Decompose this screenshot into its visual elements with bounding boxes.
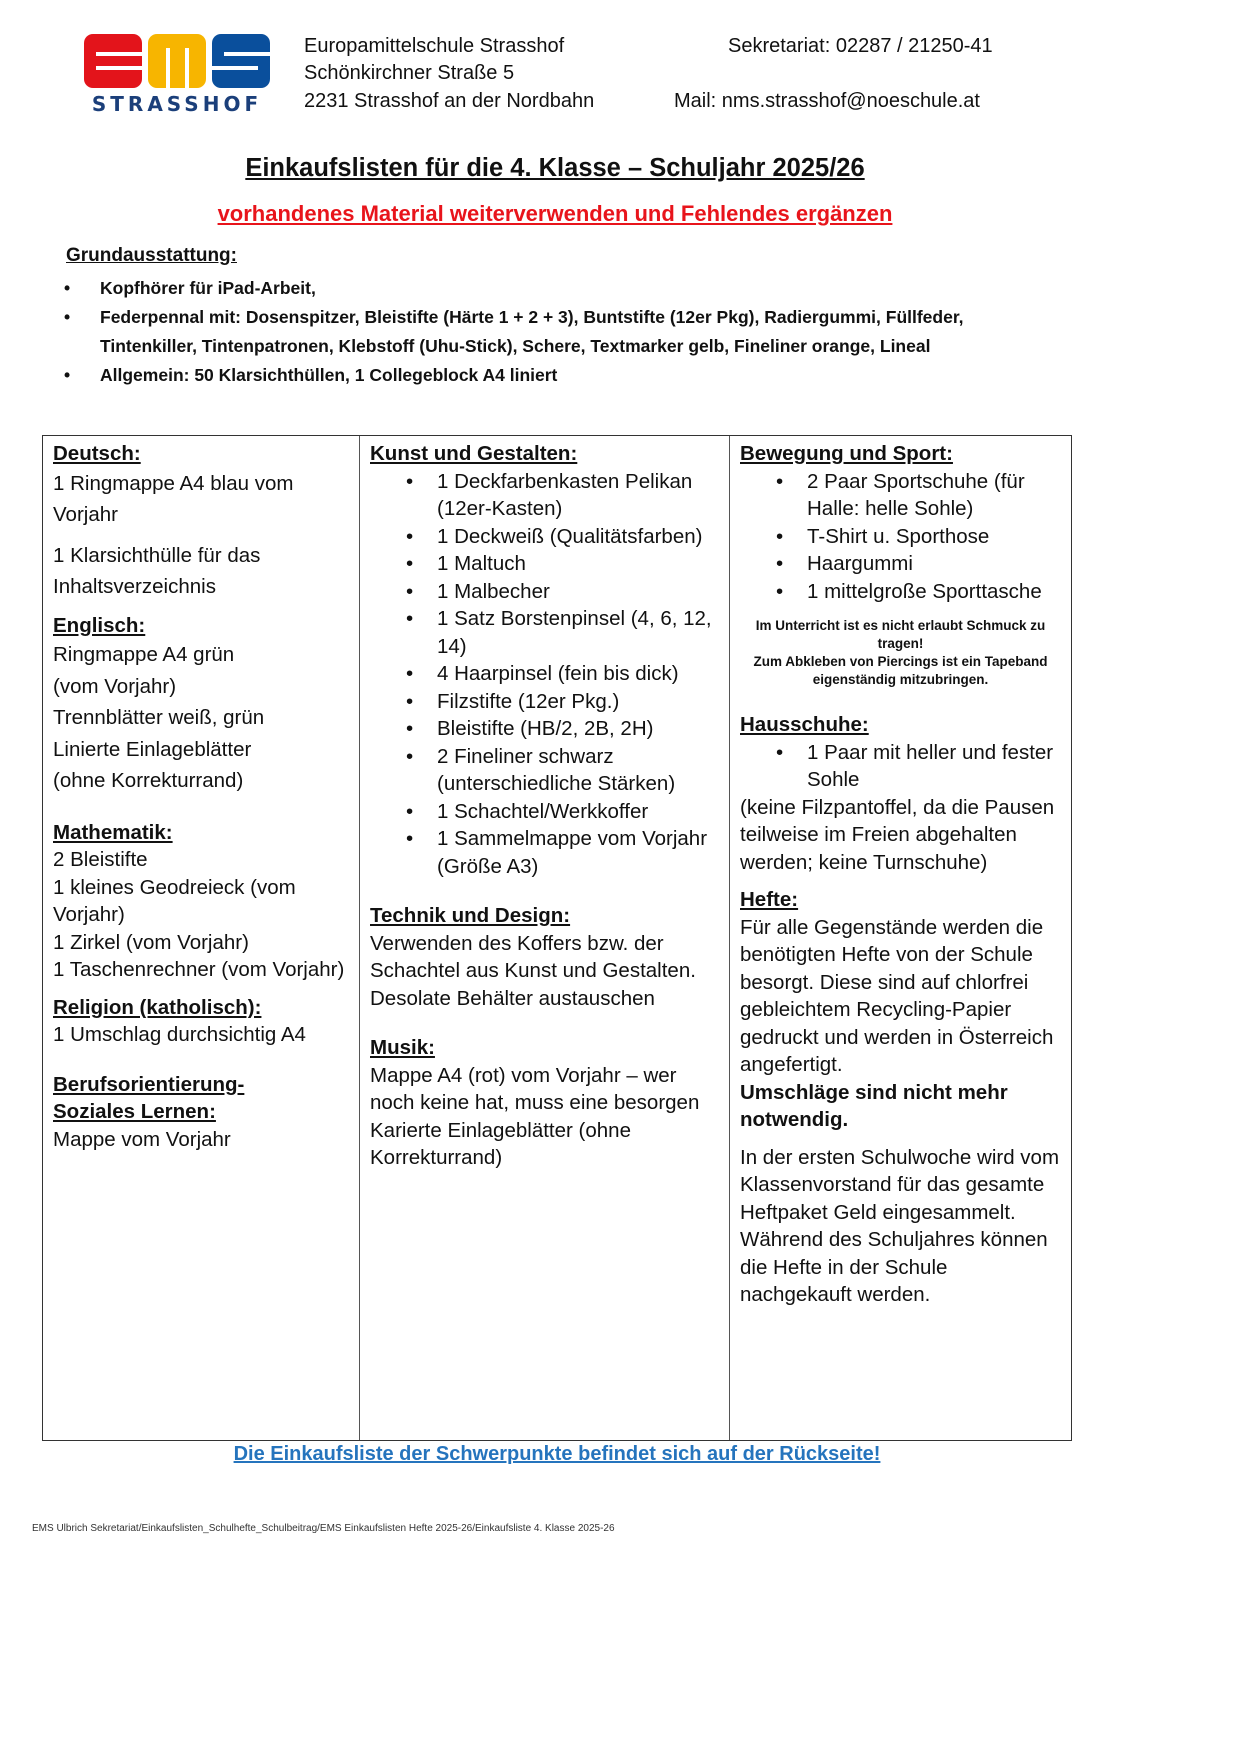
mathematik-line: 2 Bleistifte (53, 848, 148, 871)
deutsch-line: 1 Ringmappe A4 blau vom Vorjahr (53, 471, 294, 526)
hefte-text: Für alle Gegenstände werden die benötigten Hefte von der Schule besorgt. Diese sind auf chlorfrei gebleichtem Recycling-Papier gedruckt und werden in Österreich angefertigt. (740, 915, 1054, 1076)
school-city: 2231 Strasshof an der Nordbahn (304, 90, 595, 112)
sport-item: • T-Shirt u. Sporthose (740, 523, 1061, 551)
deutsch-line: 1 Klarsichthülle für das Inhaltsverzeichnis (53, 543, 261, 598)
beruf-line: Mappe vom Vorjahr (53, 1127, 231, 1151)
sport-list (740, 468, 1061, 606)
heading-berufsorientierung: Berufsorientierung- (53, 1072, 245, 1096)
basics-list (62, 274, 1052, 390)
school-logo (84, 34, 270, 120)
heading-musik: Musik: (370, 1036, 435, 1059)
sport-item: • 1 mittelgroße Sporttasche (740, 578, 1061, 606)
basics-item: • Kopfhörer für iPad-Arbeit, (62, 274, 1052, 303)
sport-item: • 2 Paar Sportschuhe (für Halle: helle Sohle) (740, 468, 1061, 523)
logo-letter-s (212, 34, 270, 88)
heading-technik: Technik und Design: (370, 904, 571, 927)
englisch-line: Ringmappe A4 grün (53, 643, 235, 666)
heading-religion: Religion (katholisch): (53, 995, 262, 1019)
mathematik-line: 1 Taschenrechner (vom Vorjahr) (53, 958, 345, 981)
religion-line: 1 Umschlag durchsichtig A4 (53, 1023, 306, 1046)
file-path: EMS Ulbrich Sekretariat/Einkaufslisten_Schulhefte_Schulbeitrag/EMS Einkaufslisten Hefte 2025-26/Einkaufsliste 4. Klasse 2025-26 (32, 1523, 615, 1534)
mathematik-line: 1 Zirkel (vom Vorjahr) (53, 930, 249, 954)
heading-sport: Bewegung und Sport: (740, 442, 953, 465)
englisch-line: (vom Vorjahr) (53, 674, 177, 698)
kunst-item: • 1 Sammelmappe vom Vorjahr (Größe A3) (370, 825, 719, 880)
technik-line: Desolate Behälter austauschen (370, 986, 655, 1010)
musik-line: Mappe A4 (rot) vom Vorjahr – wer noch keine hat, muss eine besorgen (370, 1063, 700, 1114)
page-title: Einkaufslisten für die 4. Klasse – Schuljahr 2025/26 (245, 154, 865, 182)
page-subtitle: vorhandenes Material weiterverwenden und Fehlendes ergänzen (217, 201, 893, 226)
mathematik-line: 1 kleines Geodreieck (vom Vorjahr) (53, 875, 296, 926)
kunst-item: • 1 Satz Borstenpinsel (4, 6, 12, 14) (370, 605, 719, 660)
basics-item: • Federpennal mit: Dosenspitzer, Bleistifte (Härte 1 + 2 + 3), Buntstifte (12er Pkg), Radiergummi, Füllfeder, Tintenkiller, Tintenpatronen, Klebstoff (Uhu-Stick), Schere, Textmarker gelb, Fineliner orange, Lineal (62, 303, 1052, 361)
kunst-item: • Filzstifte (12er Pkg.) (370, 688, 719, 716)
piercing-notice: Zum Abkleben von Piercings ist ein Tapeband eigenständig mitzubringen. (753, 654, 1048, 687)
kunst-item: • 1 Maltuch (370, 550, 719, 578)
heading-deutsch: Deutsch: (53, 442, 141, 465)
kunst-item: • 4 Haarpinsel (fein bis dick) (370, 660, 719, 688)
kunst-item: • 1 Schachtel/Werkkoffer (370, 798, 719, 826)
hausschuhe-note: (keine Filzpantoffel, da die Pausen teilweise im Freien abgehalten werden; keine Turnschuhe) (740, 795, 1055, 874)
basics-item: • Allgemein: 50 Klarsichthüllen, 1 Collegeblock A4 liniert (62, 361, 1052, 390)
kunst-item: • 1 Deckfarbenkasten Pelikan (12er-Kasten) (370, 468, 719, 523)
phone-number: Sekretariat: 02287 / 21250-41 (728, 35, 993, 57)
school-name: Europamittelschule Strasshof (304, 35, 565, 57)
hefte-bold-note: Umschläge sind nicht mehr notwendig. (740, 1080, 1008, 1131)
kunst-item: • Bleistifte (HB/2, 2B, 2H) (370, 715, 719, 743)
hausschuhe-item: • 1 Paar mit heller und fester Sohle (740, 739, 1061, 794)
technik-line: Verwenden des Koffers bzw. der Schachtel aus Kunst und Gestalten. (370, 931, 696, 982)
englisch-line: Trennblätter weiß, grün (53, 706, 265, 729)
englisch-line: Linierte Einlageblätter (53, 737, 252, 761)
subject-table (42, 435, 1072, 1441)
kunst-item: • 1 Deckweiß (Qualitätsfarben) (370, 523, 719, 551)
hefte-text-3: Während des Schuljahres können die Hefte in der Schule nachgekauft werden. (740, 1228, 1048, 1306)
backside-note-link[interactable]: Die Einkaufsliste der Schwerpunkte befindet sich auf der Rückseite! (233, 1443, 881, 1465)
heading-hausschuhe: Hausschuhe: (740, 713, 869, 736)
sport-notice (740, 617, 1061, 689)
column-3 (730, 436, 1071, 1440)
jewelry-notice: Im Unterricht ist es nicht erlaubt Schmuck zu tragen! (755, 618, 1046, 651)
column-2 (360, 436, 730, 1440)
kunst-item: • 1 Malbecher (370, 578, 719, 606)
heading-soziales-lernen: Soziales Lernen: (53, 1100, 216, 1123)
logo-letter-m (148, 34, 206, 88)
hefte-text-2: In der ersten Schulwoche wird vom Klassenvorstand für das gesamte Heftpaket Geld eingesammelt. (740, 1145, 1060, 1224)
logo-wordmark: STRASSHOF (91, 92, 263, 116)
kunst-list (370, 468, 719, 881)
basics-heading: Grundausstattung: (66, 245, 237, 266)
heading-kunst: Kunst und Gestalten: (370, 442, 578, 465)
school-street: Schönkirchner Straße 5 (304, 62, 515, 84)
heading-mathematik: Mathematik: (53, 820, 173, 844)
kunst-item: • 2 Fineliner schwarz (unterschiedliche Stärken) (370, 743, 719, 798)
heading-hefte: Hefte: (740, 888, 799, 911)
musik-line: Karierte Einlageblätter (ohne Korrekturrand) (370, 1118, 631, 1169)
email-address[interactable]: Mail: nms.strasshof@noeschule.at (674, 90, 980, 112)
heading-englisch: Englisch: (53, 613, 146, 637)
column-1 (43, 436, 360, 1440)
logo-letter-e (84, 34, 142, 88)
hausschuhe-list (740, 739, 1061, 794)
sport-item: • Haargummi (740, 550, 1061, 578)
englisch-line: (ohne Korrekturrand) (53, 769, 244, 792)
